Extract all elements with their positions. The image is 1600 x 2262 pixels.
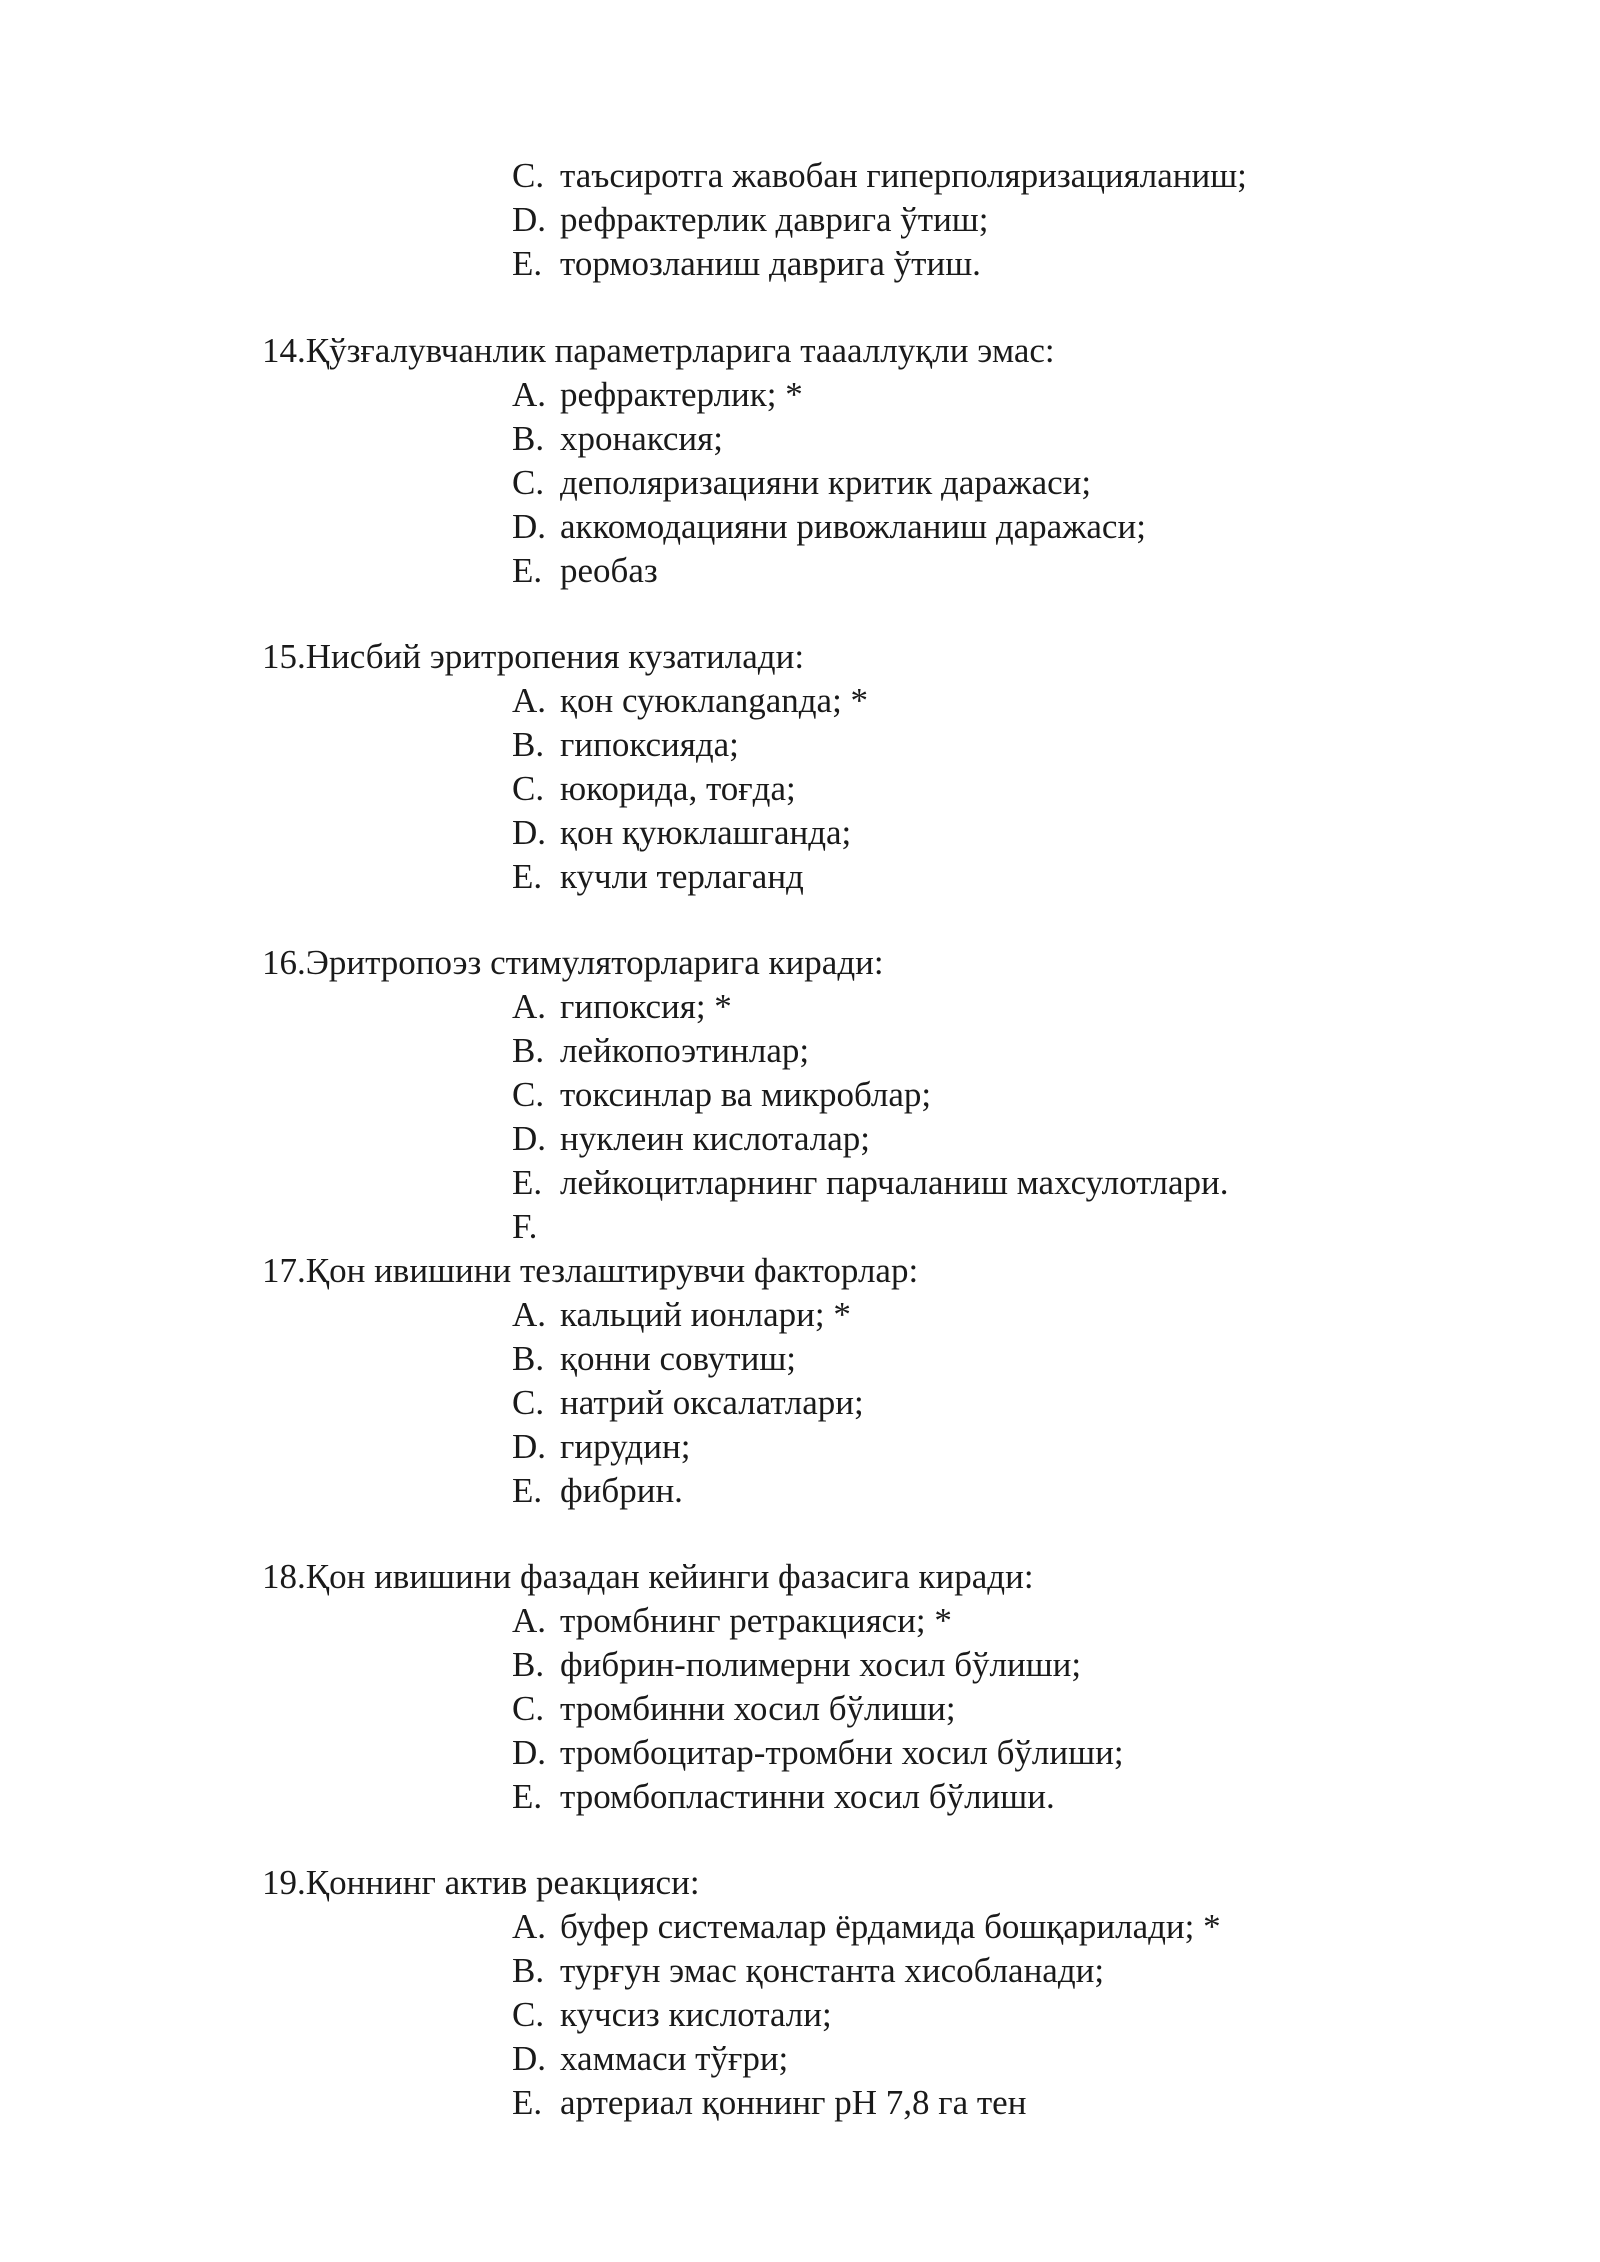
option-line <box>512 1293 851 1337</box>
option-text: лейкопоэтинлар; <box>560 1031 810 1070</box>
option-text: токсинлар ва микроблар; <box>560 1075 932 1114</box>
option-letter: A. <box>512 681 547 720</box>
option-letter: C. <box>512 1995 545 2034</box>
option-text: рефрактерлик даврига ўтиш; <box>560 200 989 239</box>
option-text: реобаз <box>560 551 658 590</box>
option-text: нуклеин кислоталар; <box>560 1119 871 1158</box>
option-text: тромбоцитар-тромбни хосил бўлиши; <box>560 1733 1124 1772</box>
option-line <box>512 1425 690 1469</box>
option-line <box>512 1905 1221 1949</box>
option-letter: B. <box>512 1339 545 1378</box>
option-line <box>512 1949 1104 1993</box>
option-letter: B. <box>512 1951 545 1990</box>
option-text: гипоксияда; <box>560 725 739 764</box>
option-line <box>512 461 1091 505</box>
option-line <box>512 154 1247 198</box>
option-letter: B. <box>512 725 545 764</box>
option-text: тромбинни хосил бўлиши; <box>560 1689 956 1728</box>
option-text: фибрин. <box>560 1471 683 1510</box>
option-line <box>512 2081 1026 2125</box>
option-text: кальций ионлари; * <box>560 1295 851 1334</box>
option-line <box>512 1205 560 1249</box>
option-text: аккомодацияни ривожланиш даражаси; <box>560 507 1146 546</box>
option-text: рефрактерлик; * <box>560 375 803 414</box>
option-letter: E. <box>512 244 543 283</box>
option-line <box>512 1073 931 1117</box>
option-text: кучсиз кислотали; <box>560 1995 832 2034</box>
question-heading: 15.Нисбий эритропения кузатилади: <box>262 637 805 676</box>
option-line <box>512 1381 864 1425</box>
question-heading: 18.Қон ивишини фазадан кейинги фазасига киради: <box>262 1557 1034 1596</box>
option-text: тромбнинг ретракцияси; * <box>560 1601 952 1640</box>
option-line <box>512 242 981 286</box>
option-text: хронаксия; <box>560 419 723 458</box>
option-text: қон қуюклашганда; <box>560 813 852 852</box>
option-letter: B. <box>512 1031 545 1070</box>
option-line <box>512 417 723 461</box>
option-letter: A. <box>512 987 547 1026</box>
option-text: тормозланиш даврига ўтиш. <box>560 244 981 283</box>
option-letter: A. <box>512 375 547 414</box>
option-letter: F. <box>512 1207 538 1246</box>
option-line <box>512 549 658 593</box>
option-letter: C. <box>512 769 545 808</box>
option-text: гипоксия; * <box>560 987 732 1026</box>
option-line <box>512 2037 788 2081</box>
option-line <box>512 855 804 899</box>
option-letter: E. <box>512 857 543 896</box>
option-letter: C. <box>512 463 545 502</box>
option-letter: D. <box>512 1427 547 1466</box>
question-heading: 17.Қон ивишини тезлаштирувчи факторлар: <box>262 1251 919 1290</box>
option-text: тромбопластинни хосил бўлиши. <box>560 1777 1055 1816</box>
option-letter: A. <box>512 1295 547 1334</box>
option-letter: E. <box>512 1163 543 1202</box>
option-text: фибрин-полимерни хосил бўлиши; <box>560 1645 1082 1684</box>
option-letter: D. <box>512 813 547 852</box>
option-line <box>512 1161 1229 1205</box>
option-text: қонни совутиш; <box>560 1339 797 1378</box>
option-line <box>512 1117 870 1161</box>
question-heading: 16.Эритропоэз стимуляторларига киради: <box>262 943 884 982</box>
option-line <box>512 1731 1124 1775</box>
option-line <box>512 1643 1081 1687</box>
option-letter: A. <box>512 1601 547 1640</box>
option-line <box>512 1775 1055 1819</box>
option-text: юкорида, тоғда; <box>560 769 796 808</box>
option-letter: A. <box>512 1907 547 1946</box>
option-letter: D. <box>512 1119 547 1158</box>
option-line <box>512 1993 832 2037</box>
option-text: деполяризацияни критик даражаси; <box>560 463 1092 502</box>
option-letter: C. <box>512 1689 545 1728</box>
option-line <box>512 373 803 417</box>
option-line <box>512 1687 956 1731</box>
option-text: артериал қоннинг pH 7,8 га тен <box>560 2083 1027 2122</box>
option-letter: C. <box>512 156 545 195</box>
option-text: лейкоцитларнинг парчаланиш махсулотлари. <box>560 1163 1229 1202</box>
question-heading: 14.Қўзғалувчанлик параметрларига таааллуқли эмас: <box>262 331 1055 370</box>
option-text: буфер системалар ёрдамида бошқарилади; * <box>560 1907 1221 1946</box>
option-text: кучли терлаганд <box>560 857 804 896</box>
option-line <box>512 767 796 811</box>
option-line <box>512 1029 809 1073</box>
option-letter: B. <box>512 419 545 458</box>
option-text: қон суюклanganда; * <box>560 681 869 720</box>
option-letter: B. <box>512 1645 545 1684</box>
option-line <box>512 1469 683 1513</box>
option-letter: E. <box>512 1471 543 1510</box>
option-line <box>512 723 739 767</box>
option-letter: D. <box>512 200 547 239</box>
option-letter: C. <box>512 1383 545 1422</box>
option-line <box>512 198 988 242</box>
option-letter: C. <box>512 1075 545 1114</box>
option-text: хаммаси тўғри; <box>560 2039 789 2078</box>
option-line <box>512 505 1146 549</box>
option-letter: D. <box>512 1733 547 1772</box>
option-line <box>512 811 851 855</box>
option-letter: D. <box>512 507 547 546</box>
option-line <box>512 679 868 723</box>
option-text: турғун эмас қонстанта хисобланади; <box>560 1951 1105 1990</box>
question-heading: 19.Қоннинг актив реакцияси: <box>262 1863 700 1902</box>
option-letter: D. <box>512 2039 547 2078</box>
option-text: гирудин; <box>560 1427 691 1466</box>
option-letter: E. <box>512 2083 543 2122</box>
option-text: натрий оксалатлари; <box>560 1383 864 1422</box>
option-line <box>512 985 732 1029</box>
option-line <box>512 1337 796 1381</box>
option-line <box>512 1599 952 1643</box>
option-text: таъсиротга жавобан гиперполяризацияланиш; <box>560 156 1247 195</box>
option-letter: E. <box>512 1777 543 1816</box>
option-letter: E. <box>512 551 543 590</box>
